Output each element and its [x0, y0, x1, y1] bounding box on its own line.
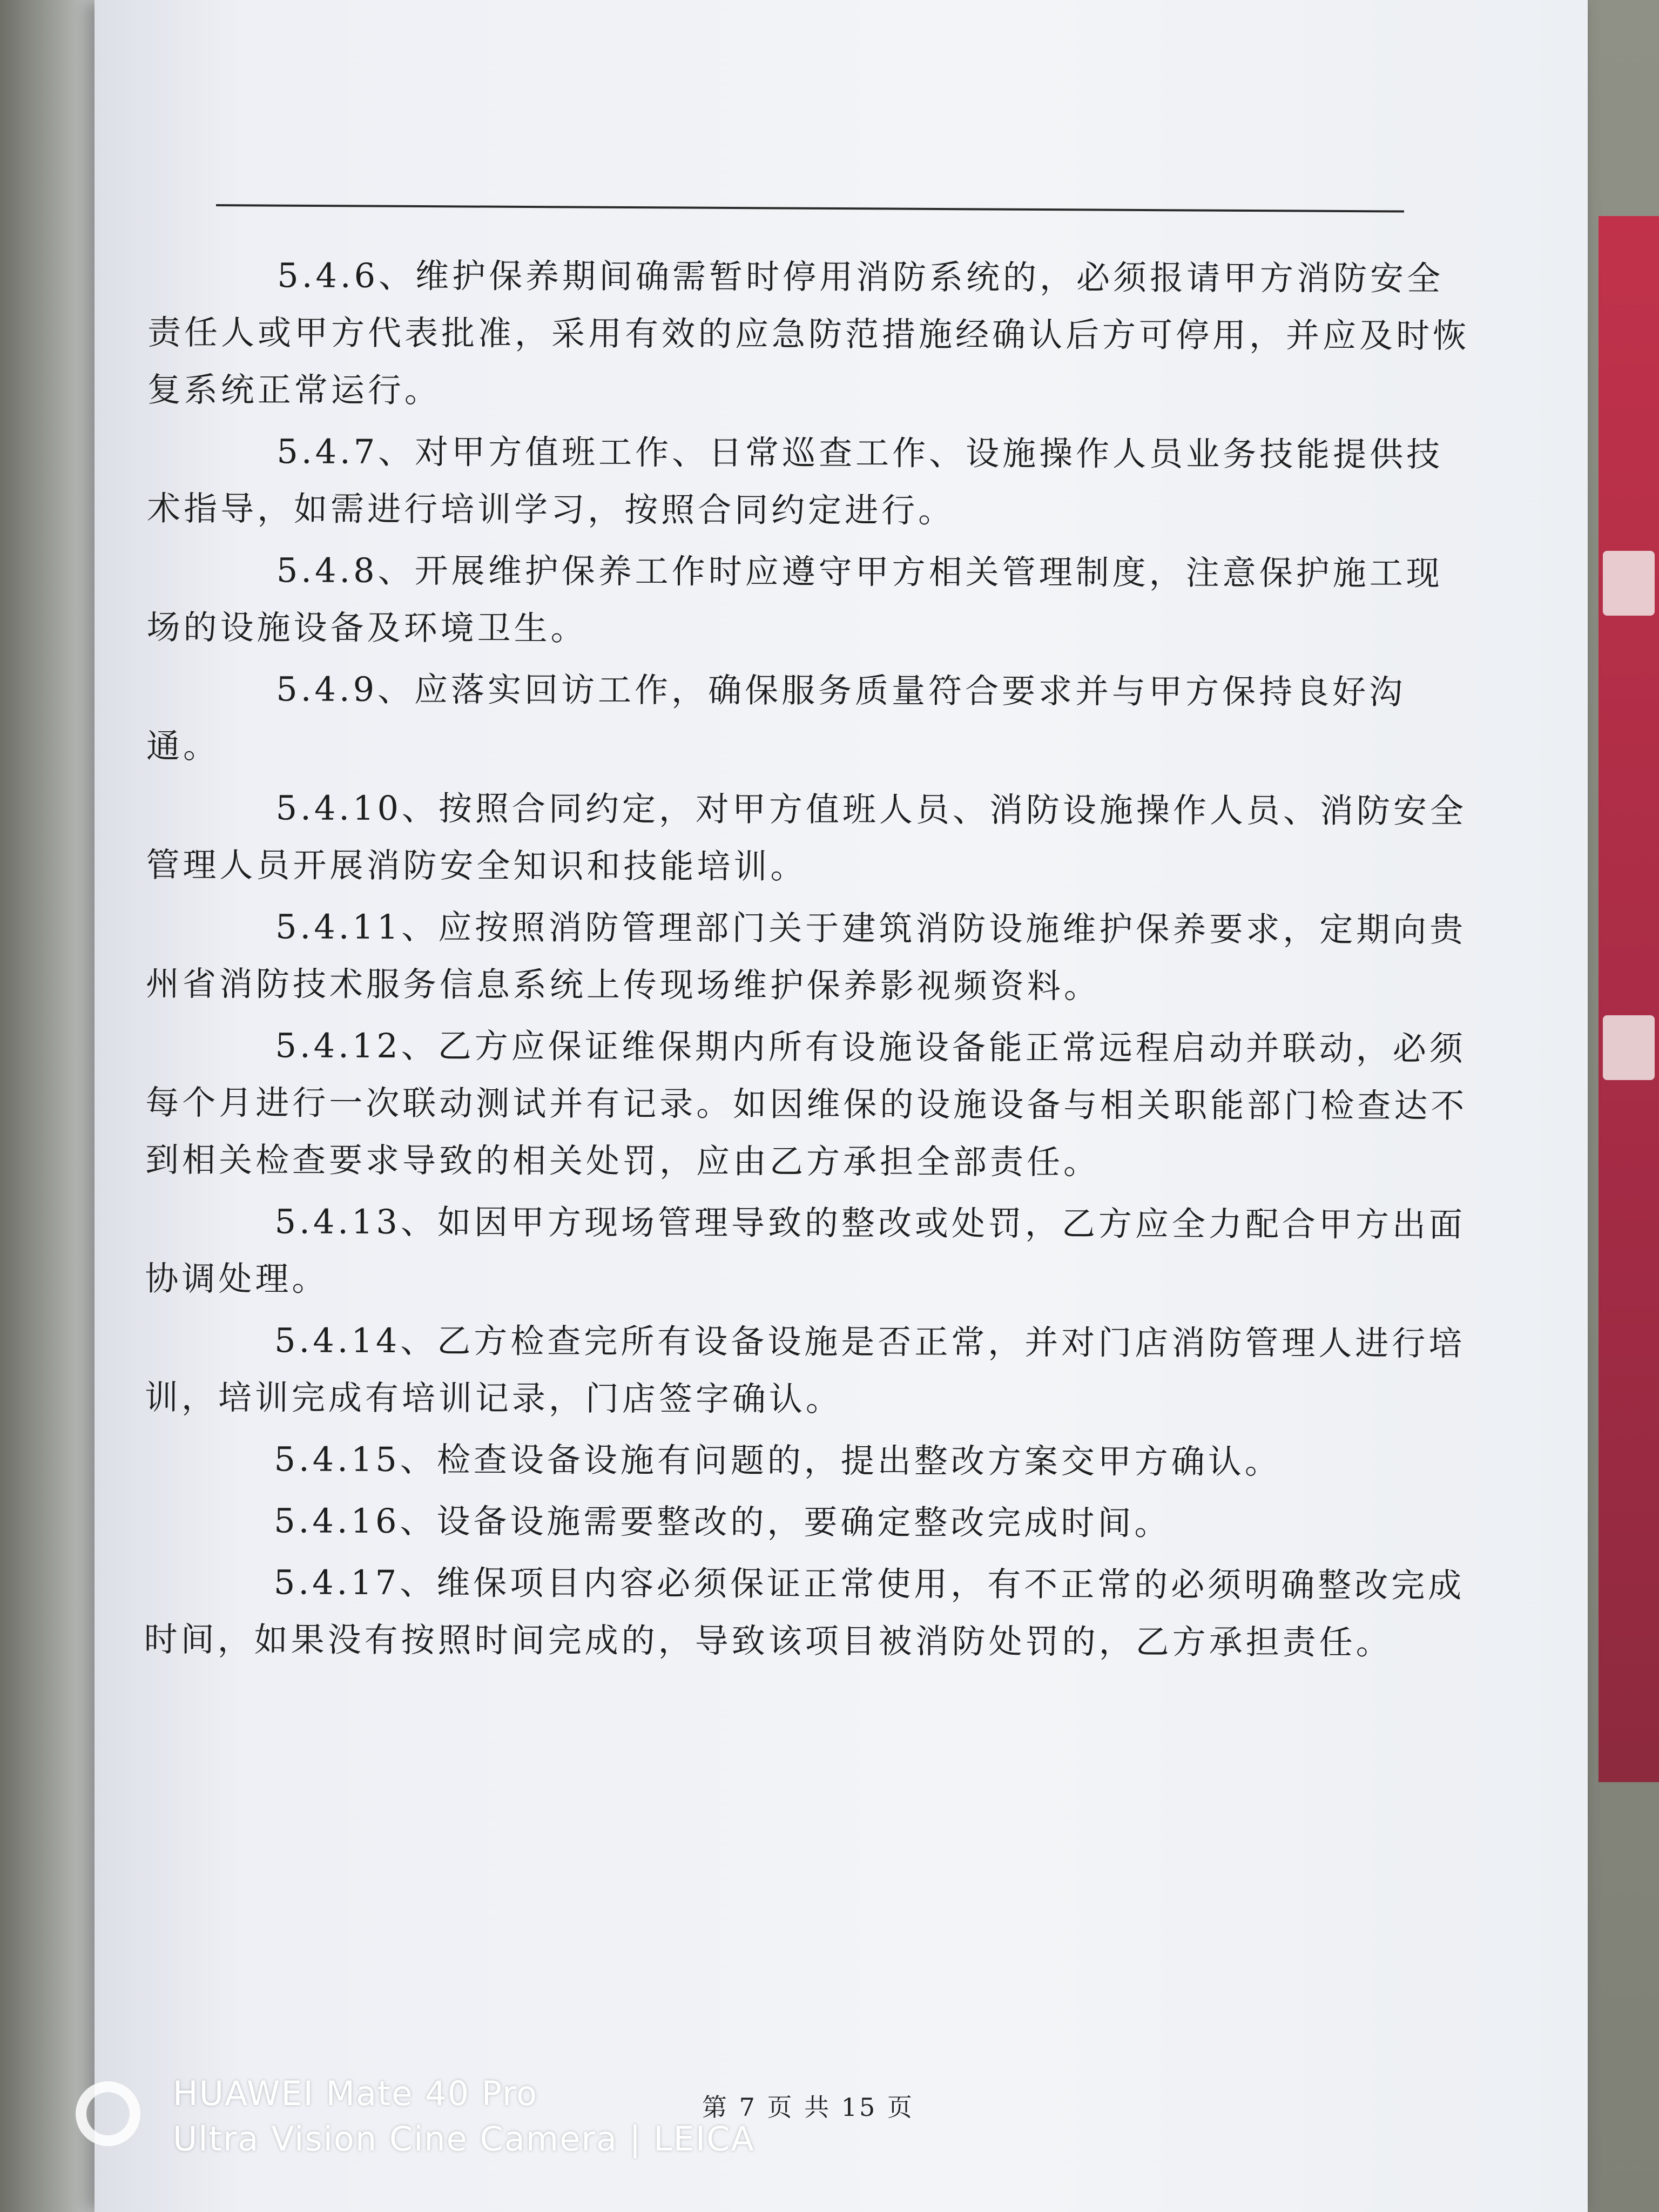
camera-ring-icon: [76, 2081, 140, 2146]
background-red-poster: [1599, 216, 1659, 1782]
clause-5-4-14: 5.4.14、乙方检查完所有设备设施是否正常，并对门店消防管理人进行培训，培训完成有培训记录，门店签字确认。: [144, 1320, 1466, 1419]
camera-lens-text: Ultra Vision Cine Camera | LEICA: [173, 2119, 755, 2159]
clause-5-4-16: 5.4.16、设备设施需要整改的，要确定整改完成时间。: [274, 1501, 1171, 1543]
camera-watermark: [76, 2074, 832, 2182]
clause-5-4-17: 5.4.17、维保项目内容必须保证正常使用，有不正常的必须明确整改完成时间，如果没有按照时间完成的，导致该项目被消防处罚的，乙方承担责任。: [144, 1562, 1465, 1662]
clause-5-4-6: 5.4.6、维护保养期间确需暂时停用消防系统的，必须报请甲方消防安全责任人或甲方代表批准，采用有效的应急防范措施经确认后方可停用，并应及时恢复系统正常运行。: [147, 255, 1470, 410]
page-stack-edge: [0, 0, 95, 2212]
document-body: [144, 247, 1471, 1676]
clause-5-4-11: 5.4.11、应按照消防管理部门关于建筑消防设施维护保养要求，定期向贵州省消防技术服务信息系统上传现场维护保养影视频资料。: [145, 907, 1467, 1006]
clause-5-4-13: 5.4.13、如因甲方现场管理导致的整改或处罚，乙方应全力配合甲方出面协调处理。: [145, 1202, 1466, 1299]
clause-5-4-8: 5.4.8、开展维护保养工作时应遵守甲方相关管理制度，注意保护施工现场的设施设备及环境卫生。: [146, 550, 1443, 648]
page-number: 第 7 页 共 15 页: [702, 2093, 914, 2122]
clause-5-4-7: 5.4.7、对甲方值班工作、日常巡查工作、设施操作人员业务技能提供技术指导，如需进行培训学习，按照合同约定进行。: [147, 431, 1444, 530]
poster-scrap: [1603, 551, 1655, 616]
clause-5-4-10: 5.4.10、按照合同约定，对甲方值班人员、消防设施操作人员、消防安全管理人员开展消防安全知识和技能培训。: [146, 788, 1467, 886]
clause-5-4-12: 5.4.12、乙方应保证维保期内所有设施设备能正常远程启动并联动，必须每个月进行一次联动测试并有记录。如因维保的设施设备与相关职能部门检查达不到相关检查要求导致的相关处罚，应由乙方承担全部责任。: [145, 1026, 1468, 1182]
camera-model-text: HUAWEI Mate 40 Pro: [173, 2074, 538, 2113]
poster-scrap: [1603, 1015, 1655, 1080]
clause-5-4-15: 5.4.15、检查设备设施有问题的，提出整改方案交甲方确认。: [274, 1439, 1282, 1482]
clause-5-4-9: 5.4.9、应落实回访工作，确保服务质量符合要求并与甲方保持良好沟通。: [146, 669, 1406, 766]
